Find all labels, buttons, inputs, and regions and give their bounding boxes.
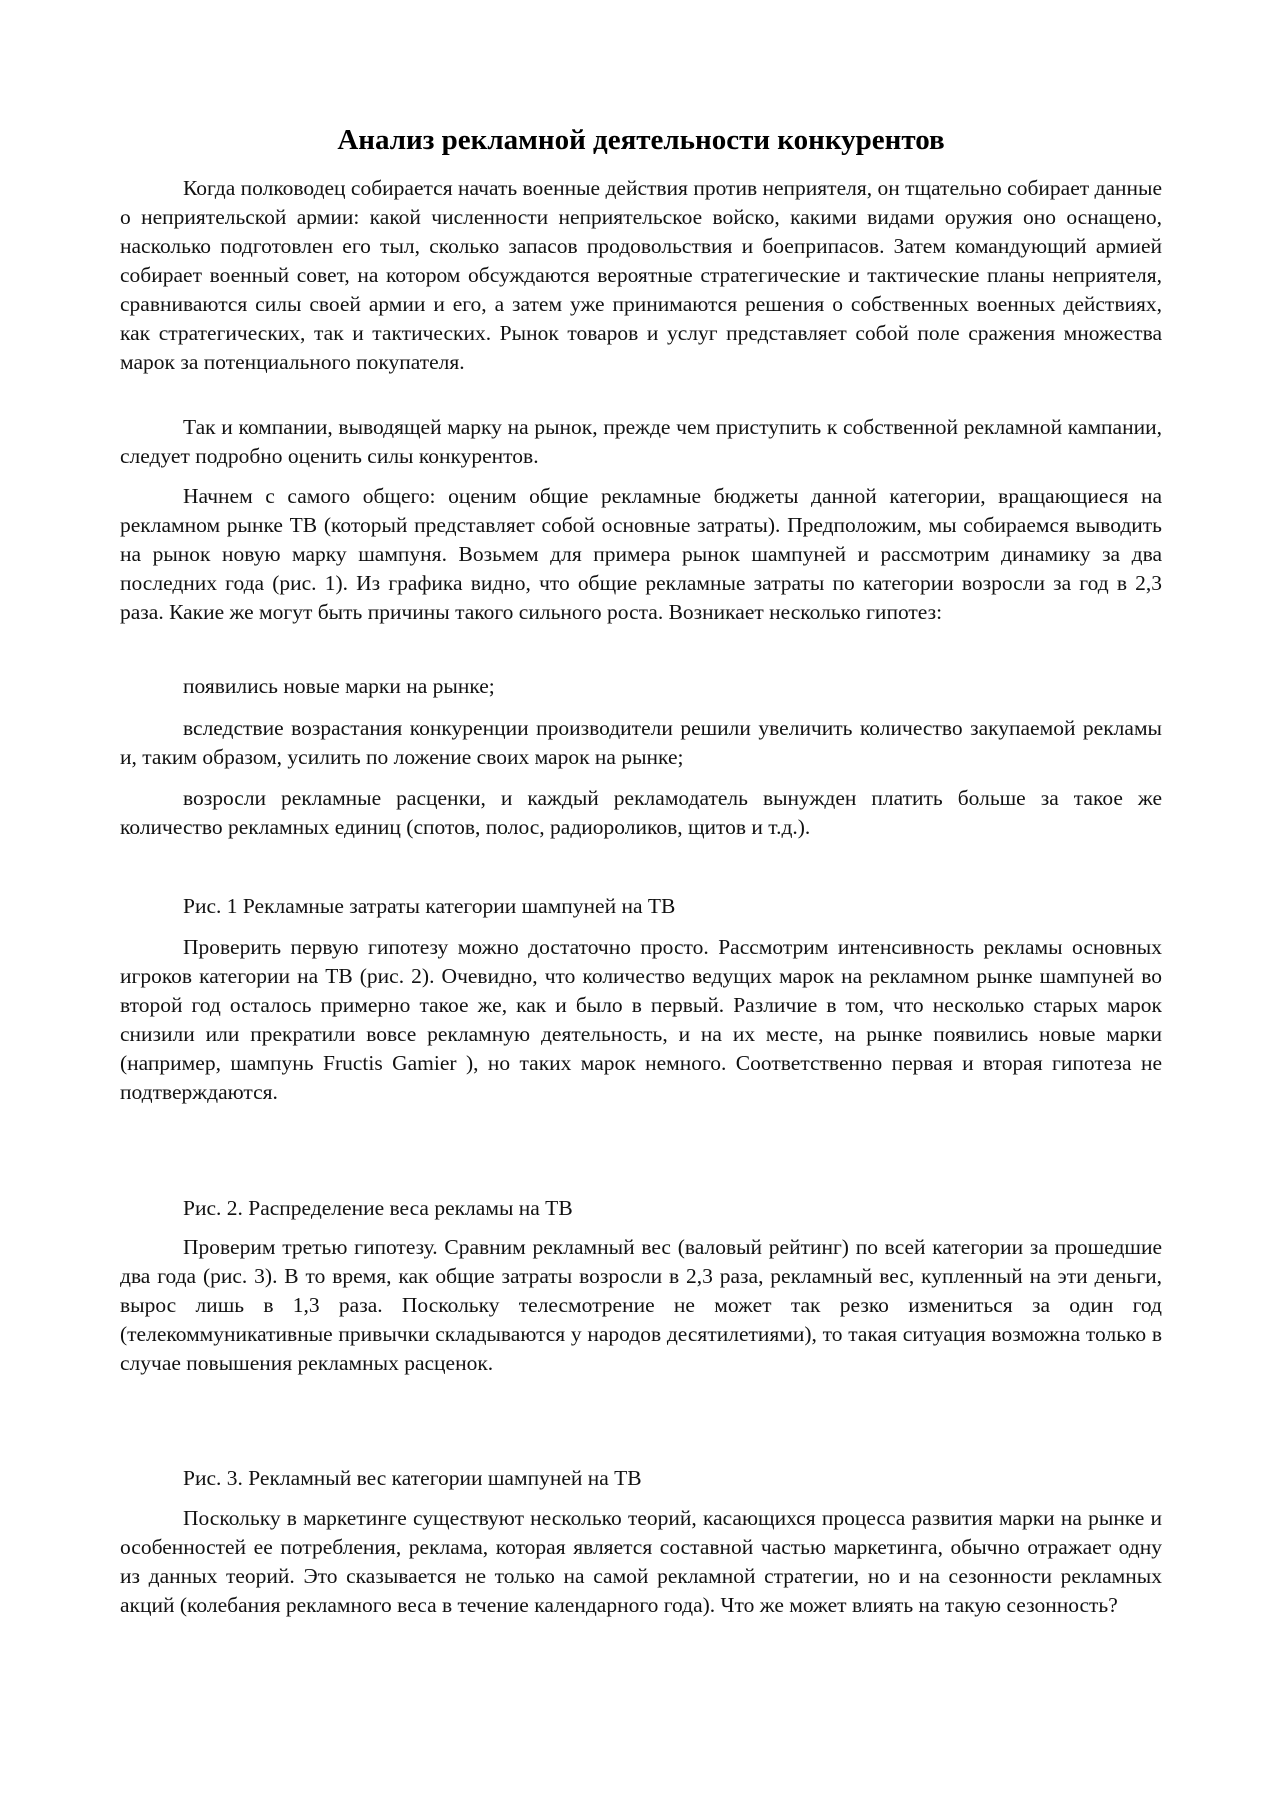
figure-2-caption: Рис. 2. Распределение веса рекламы на ТВ [183,1196,573,1220]
paragraph-budgets: Начнем с самого общего: оценим общие рекламные бюджеты данной категории, вращающиеся на рекламном рынке ТВ (который представляет собой основные затраты). Предположим, мы собираемся выводить на рынок новую марку шампуня. Возьмем для примера рынок шампуней и рассмотрим динамику за два последних года (рис. 1). Из графика видно, что общие рекламные затраты по категории возросли за год в 2,3 раза. Какие же могут быть причины такого сильного роста. Возникает несколько гипотез: [120,484,1162,624]
figure-1-caption: Рис. 1 Рекламные затраты категории шампуней на ТВ [183,894,676,918]
figure-3-caption: Рис. 3. Рекламный вес категории шампуней на ТВ [183,1466,642,1490]
paragraph-competitors: Так и компании, выводящей марку на рынок, прежде чем приступить к собственной рекламной кампании, следует подробно оценить силы конкурентов. [120,415,1162,468]
hypothesis-2: вследствие возрастания конкуренции производители решили увеличить количество закупаемой рекламы и, таким образом, усилить по ложение своих марок на рынке; [120,716,1162,769]
document-title: Анализ рекламной деятельности конкурентов [337,124,945,156]
hypothesis-3: возросли рекламные расценки, и каждый рекламодатель вынужден платить больше за такое же количество рекламных единиц (спотов, полос, радиороликов, щитов и т.д.). [120,786,1162,839]
hypothesis-1: появились новые марки на рынке; [183,674,495,698]
paragraph-third-hypothesis: Проверим третью гипотезу. Сравним рекламный вес (валовый рейтинг) по всей категории за прошедшие два года (рис. 3). В то время, как общие затраты возросли в 2,3 раза, рекламный вес, купленный на эти деньги, вырос лишь в 1,3 раза. Поскольку телесмотрение не может так резко измениться за один год (телекоммуникативные привычки складываются у народов десятилетиями), то такая ситуация возможна только в случае повышения рекламных расценок. [120,1235,1162,1375]
paragraph-intro: Когда полководец собирается начать военные действия против неприятеля, он тщательно собирает данные о неприятельской армии: какой численности неприятельское войско, какими видами оружия оно оснащено, насколько подготовлен его тыл, сколько запасов продовольствия и боеприпасов. Затем командующий армией собирает военный совет, на котором обсуждаются вероятные стратегические и тактические планы неприятеля, сравниваются силы своей армии и его, а затем уже принимаются решения о собственных военных действиях, как стратегических, так и тактических. Рынок товаров и услуг представляет собой поле сражения множества марок за потенциального покупателя. [120,176,1162,374]
paragraph-first-hypothesis: Проверить первую гипотезу можно достаточно просто. Рассмотрим интенсивность рекламы основных игроков категории на ТВ (рис. 2). Очевидно, что количество ведущих марок на рекламном рынке шампуней во второй год осталось примерно такое же, как и было в первый. Различие в том, что несколько старых марок снизили или прекратили вовсе рекламную деятельность, и на их месте, на рынке появились новые марки (например, шампунь Fructis Gamier ), но таких марок немного. Соответственно первая и вторая гипотеза не подтверждаются. [120,935,1162,1104]
paragraph-seasonality: Поскольку в маркетинге существуют несколько теорий, касающихся процесса развития марки на рынке и особенностей ее потребления, реклама, которая является составной частью маркетинга, обычно отражает одну из данных теорий. Это сказывается не только на самой рекламной стратегии, но и на сезонности рекламных акций (колебания рекламного веса в течение календарного года). Что же может влиять на такую сезонность? [120,1506,1162,1617]
